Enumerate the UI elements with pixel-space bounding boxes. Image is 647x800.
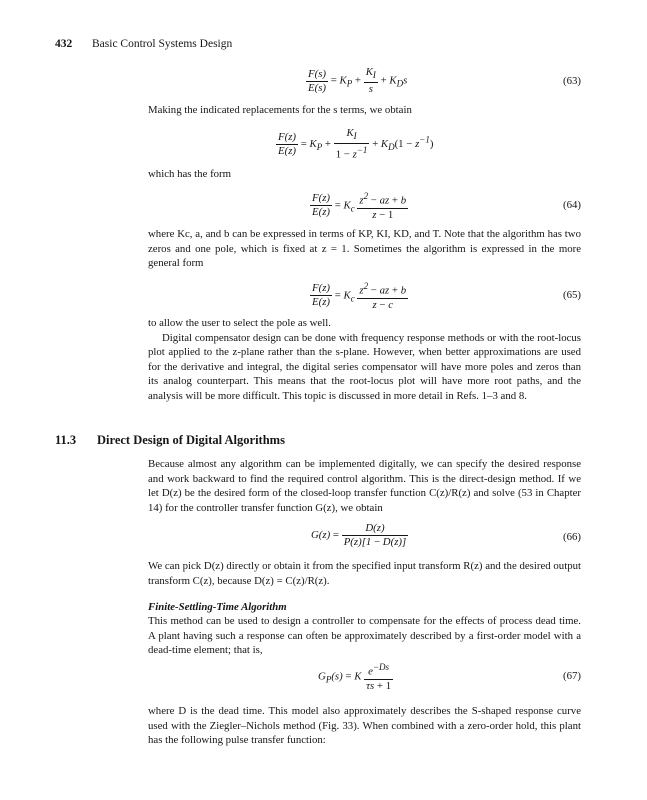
equation-number-65: (65): [563, 289, 581, 301]
paragraph-6: where D is the dead time. This model also approximately describes the S-shaped response curve used with the Ziegler–Nichols method (Fig. 33). When combined with a zero-order hold, this plant has the following pulse transfer function:: [148, 705, 581, 747]
paragraph-5: This method can be used to design a controller to compensate for the effects of process dead time. A plant having such a response can often be approximately described by a first-order model with a dead-time element; that is,: [148, 615, 581, 657]
equation-number-67: (67): [563, 670, 581, 682]
subheading: Finite-Settling-Time Algorithm: [148, 601, 287, 613]
page-number: 432: [55, 38, 73, 50]
paragraph-3: Because almost any algorithm can be implemented digitally, we can specify the desired response and work backward to find the required control algorithm. This is the direct-design method. If we let D(z) be the desired form of the closed-loop transfer function C(z)/R(z) and solve (53 in Chapter 14) for the controller transfer function G(z), we obtain: [148, 458, 581, 514]
equation-number-64: (64): [563, 199, 581, 211]
paragraph-2: [148, 316, 581, 404]
running-title: Basic Control Systems Design: [92, 38, 233, 50]
paragraph-2-body: Digital compensator design can be done with frequency response methods or with the root-locus plot applied to the z-plane rather than the s-plane. However, when better approximations are used for the derivative and integral, the digital series compensator will have more poles and zeros than its analog counterpart. This means that the root-locus plot will have more root paths, and the analysis will be more difficult. This topic is discussed in more detail in Refs. 1–3 and 8.: [148, 331, 581, 402]
equation-67: $G_P(s) = K$ $\frac{e^{-Ds}}{\tau s + 1}$: [318, 662, 392, 692]
body-text-1: Making the indicated replacements for the s terms, we obtain: [148, 104, 412, 116]
body-text-2: which has the form: [148, 168, 232, 180]
equation-65: $\frac{F(z)}{E(z)}$ = $K_c$ $\frac{z^2 - az + b}{z - c}$: [312, 281, 407, 311]
equation-66: G(z) = $\frac{D(z)}{P(z)[1 - D(z)]}$: [311, 522, 407, 548]
equation-64: $\frac{F(z)}{E(z)}$ = $K_c$ $\frac{z^2 - az + b}{z - 1}$: [312, 191, 407, 221]
section-title: Direct Design of Digital Algorithms: [97, 433, 285, 447]
equation-number-63: (63): [563, 75, 581, 87]
paragraph-1: where Kc, a, and b can be expressed in terms of KP, KI, KD, and T. Note that the algorithm has two zeros and one pole, which is fixed at z = 1. Sometimes the algorithm is expressed in the more general form: [148, 228, 581, 270]
equation-z-form: $\frac{F(z)}{E(z)}$ = $K_P$ + $\frac{K_I}{1 - z^{-1}}$ + $K_D(1 - z^{-1})$: [278, 127, 434, 161]
equation-number-66: (66): [563, 531, 581, 543]
section-number: 11.3: [55, 433, 77, 447]
paragraph-2-line-1: to allow the user to select the pole as well.: [148, 317, 331, 329]
paragraph-4: We can pick D(z) directly or obtain it from the specified input transform R(z) and the desired output transform C(z), because D(z) = C(z)/R(z).: [148, 560, 581, 587]
equation-63: $\frac{F(s)}{E(s)}$ = $K_P$ + $\frac{K_I}{s}$ + $K_Ds$: [308, 66, 408, 96]
